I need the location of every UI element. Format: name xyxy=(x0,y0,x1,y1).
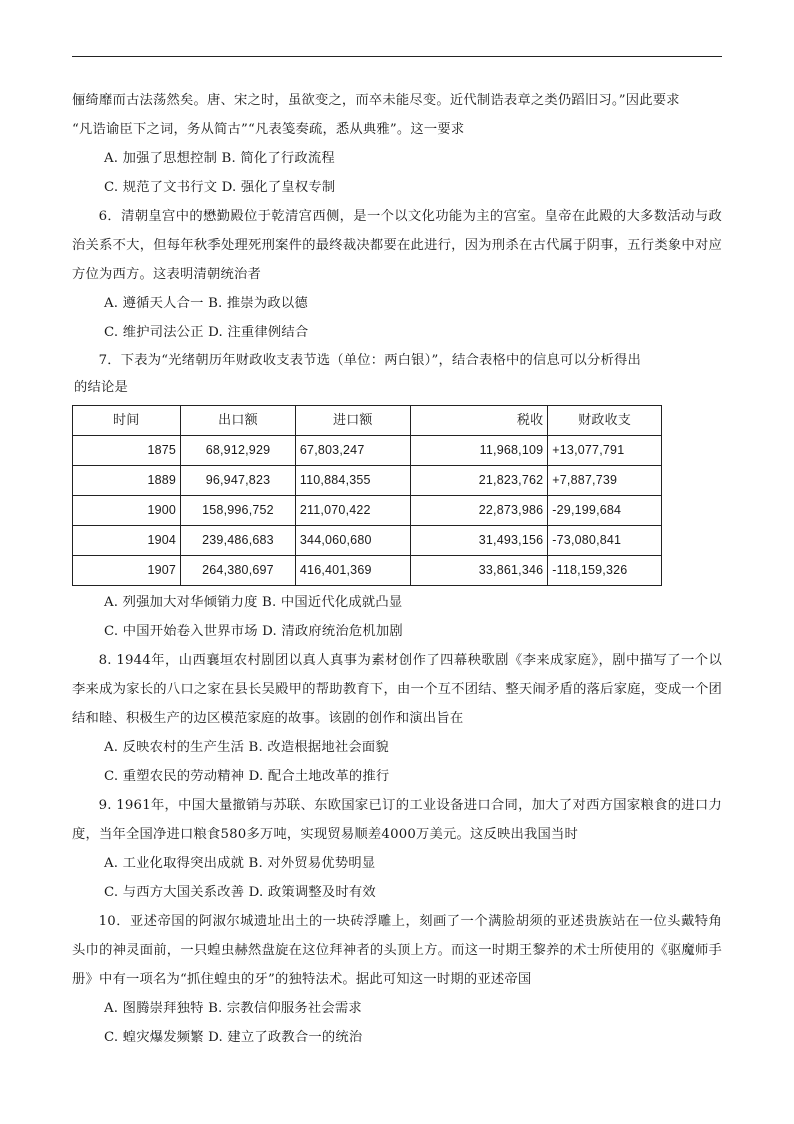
finance-table xyxy=(72,405,662,586)
header-rule xyxy=(72,56,722,57)
q5-stem-line-1: 俪绮靡而古法荡然矣。唐、宋之时，虽欲变之，而卒未能尽变。近代制诰表章之类仍蹈旧习。”因此要求 xyxy=(72,93,680,108)
cell-export: 264,380,697 xyxy=(181,556,296,586)
cell-export: 239,486,683 xyxy=(181,526,296,556)
cell-import: 110,884,355 xyxy=(295,466,410,496)
cell-import: 211,070,422 xyxy=(295,496,410,526)
q8-stem: 8. 1944年，山西襄垣农村剧团以真人真事为素材创作了四幕秧歌剧《李来成家庭》，剧中描写了一个以李来成为家长的八口之家在县长吴殿甲的帮助教育下，由一个互不团结、整天闹矛盾的落后家庭，变成一个团结和睦、积极生产的边区模范家庭的故事。该剧的创作和演出旨在 xyxy=(72,653,722,726)
table-row xyxy=(73,496,662,526)
cell-balance: +7,887,739 xyxy=(548,466,662,496)
cell-export: 96,947,823 xyxy=(181,466,296,496)
cell-import: 416,401,369 xyxy=(295,556,410,586)
cell-year: 1904 xyxy=(73,526,181,556)
table-header-row xyxy=(73,406,662,436)
q10-options-ab: A. 图腾崇拜独特 B. 宗教信仰服务社会需求 xyxy=(104,1001,362,1016)
q6-stem: 6．清朝皇宫中的懋勤殿位于乾清宫西侧，是一个以文化功能为主的宫室。皇帝在此殿的大多数活动与政治关系不大，但每年秋季处理死刑案件的最终裁决都要在此进行，因为刑杀在古代属于阴事，五行类象中对应方位为西方。这表明清朝统治者 xyxy=(72,209,722,282)
q8-options-ab: A. 反映农村的生产生活 B. 改造根据地社会面貌 xyxy=(104,740,389,755)
q7-stem-line-2: 的结论是 xyxy=(74,380,128,395)
q9-options-cd: C. 与西方大国关系改善 D. 政策调整及时有效 xyxy=(104,885,376,900)
cell-balance: -73,080,841 xyxy=(548,526,662,556)
header-export: 出口额 xyxy=(181,406,296,436)
header-import: 进口额 xyxy=(295,406,410,436)
cell-year: 1900 xyxy=(73,496,181,526)
q9-options-ab: A. 工业化取得突出成就 B. 对外贸易优势明显 xyxy=(104,856,376,871)
table-row xyxy=(73,526,662,556)
table-row xyxy=(73,466,662,496)
q10-options-cd: C. 蝗灾爆发频繁 D. 建立了政教合一的统治 xyxy=(104,1030,363,1045)
cell-balance: -118,159,326 xyxy=(548,556,662,586)
q8-options-cd: C. 重塑农民的劳动精神 D. 配合土地改革的推行 xyxy=(104,769,390,784)
header-balance: 财政收支 xyxy=(548,406,662,436)
cell-export: 68,912,929 xyxy=(181,436,296,466)
cell-tax: 33,861,346 xyxy=(410,556,548,586)
cell-balance: +13,077,791 xyxy=(548,436,662,466)
cell-export: 158,996,752 xyxy=(181,496,296,526)
q5-stem-line-2: “凡诰谕臣下之词，务从简古”“凡表笺奏疏，悉从典雅”。这一要求 xyxy=(72,122,465,137)
q5-options-cd: C. 规范了文书行文 D. 强化了皇权专制 xyxy=(104,180,336,195)
cell-tax: 11,968,109 xyxy=(410,436,548,466)
cell-balance: -29,199,684 xyxy=(548,496,662,526)
cell-tax: 31,493,156 xyxy=(410,526,548,556)
cell-year: 1907 xyxy=(73,556,181,586)
q6-options-cd: C. 维护司法公正 D. 注重律例结合 xyxy=(104,325,309,340)
header-year: 时间 xyxy=(73,406,181,436)
header-tax: 税收 xyxy=(410,406,548,436)
table-row xyxy=(73,556,662,586)
cell-year: 1875 xyxy=(73,436,181,466)
cell-tax: 21,823,762 xyxy=(410,466,548,496)
table-row xyxy=(73,436,662,466)
q10-stem: 10．亚述帝国的阿淑尔城遗址出土的一块砖浮雕上，刻画了一个满脸胡须的亚述贵族站在一位头戴特角头巾的神灵面前，一只蝗虫赫然盘旋在这位拜神者的头顶上方。而这一时期王黎养的术士所使用的《驱魔师手册》中有一项名为“抓住蝗虫的牙”的独特法术。据此可知这一时期的亚述帝国 xyxy=(72,914,722,987)
cell-import: 67,803,247 xyxy=(295,436,410,466)
q6-options-ab: A. 遵循天人合一 B. 推崇为政以德 xyxy=(104,296,308,311)
cell-tax: 22,873,986 xyxy=(410,496,548,526)
q7-options-ab: A. 列强加大对华倾销力度 B. 中国近代化成就凸显 xyxy=(104,595,403,610)
q7-options-cd: C. 中国开始卷入世界市场 D. 清政府统治危机加剧 xyxy=(104,624,403,639)
exam-page xyxy=(72,86,722,1052)
q7-stem-line-1: 7．下表为“光绪朝历年财政收支表节选（单位：两白银）”，结合表格中的信息可以分析得出 xyxy=(98,353,641,368)
q5-options-ab: A. 加强了思想控制 B. 简化了行政流程 xyxy=(104,151,335,166)
cell-import: 344,060,680 xyxy=(295,526,410,556)
cell-year: 1889 xyxy=(73,466,181,496)
q9-stem: 9. 1961年，中国大量撤销与苏联、东欧国家已订的工业设备进口合同，加大了对西方国家粮食的进口力度，当年全国净进口粮食580多万吨，实现贸易顺差4000万美元。这反映出我国当时 xyxy=(72,798,722,842)
